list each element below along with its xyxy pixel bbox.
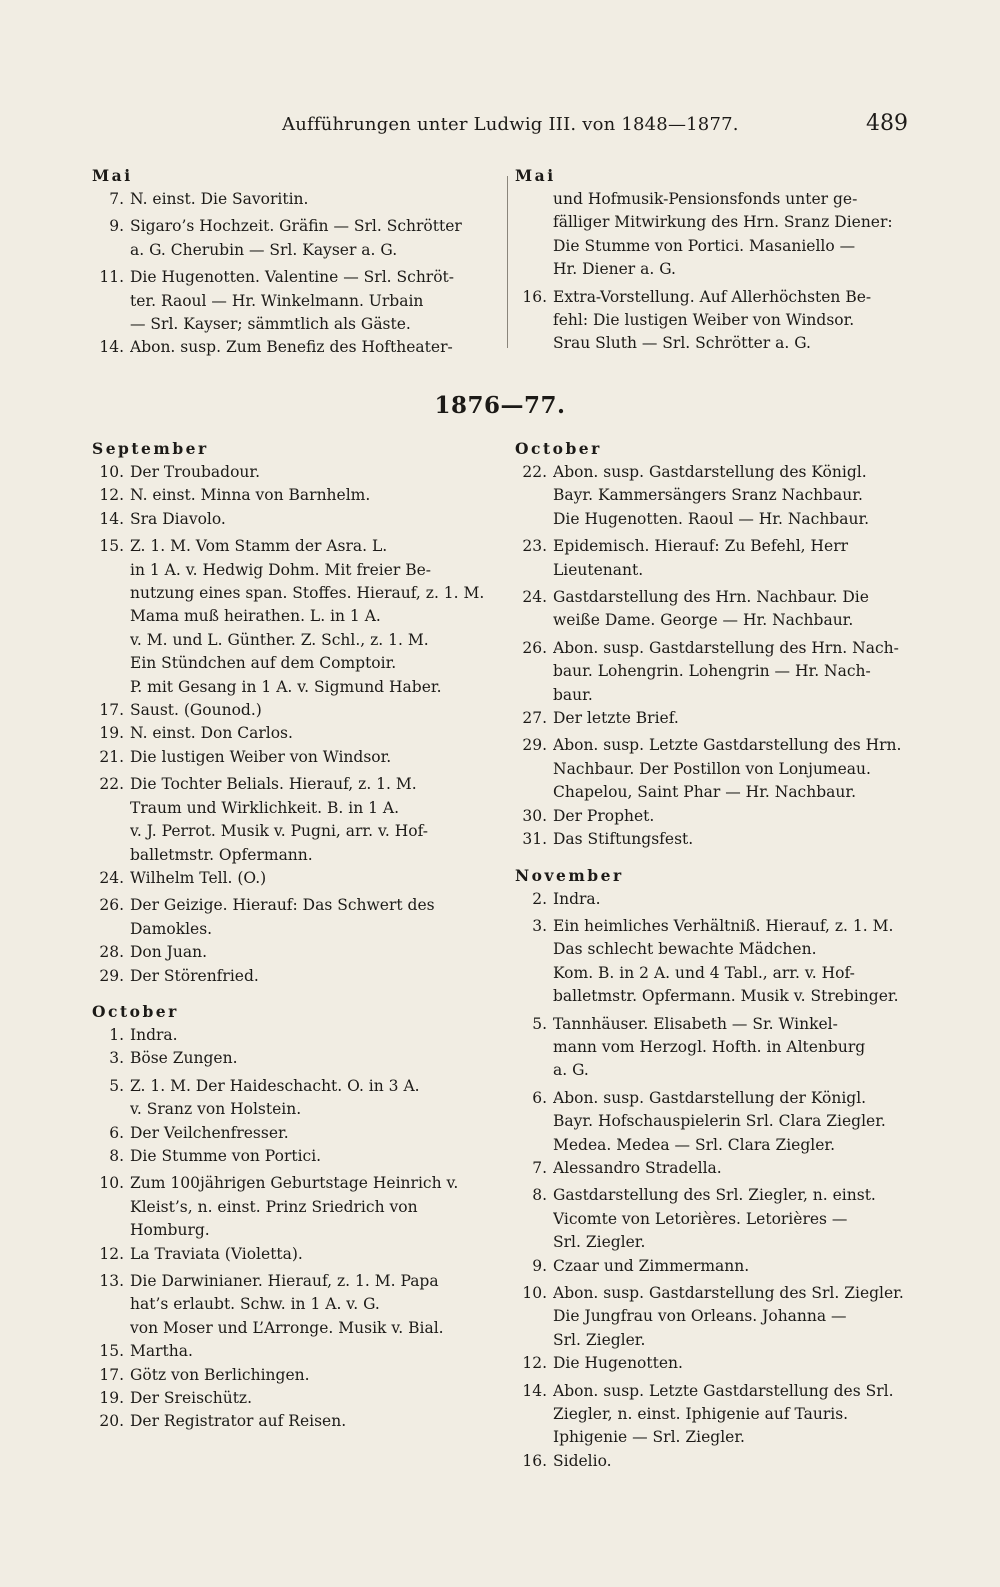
column-divider — [507, 176, 508, 348]
entry-line: Hr. Diener a. G. — [553, 260, 676, 279]
entry-text — [553, 1157, 905, 1180]
entry-line: Der Prophet. — [553, 806, 655, 825]
entry-line: Nachbaur. Der Postillon von Lonjumeau. — [553, 759, 871, 778]
entry-text — [130, 1047, 492, 1070]
entry-line: Der Registrator auf Reisen. — [130, 1412, 347, 1431]
performance-entry — [92, 1122, 492, 1145]
entry-text — [130, 965, 492, 988]
entry-line: und Hofmusik-Pensionsfonds unter ge- — [553, 190, 858, 208]
entry-date: 28. — [99, 943, 124, 962]
performance-entry — [92, 266, 492, 336]
month-heading: October — [515, 439, 602, 458]
entry-text — [130, 1270, 492, 1340]
performance-entry — [92, 215, 492, 262]
entry-text — [553, 707, 905, 730]
performance-entry — [515, 286, 905, 356]
entry-date: 16. — [522, 287, 547, 306]
performance-entry — [515, 1157, 905, 1180]
entry-line: P. mit Gesang in 1 A. v. Sigmund Haber. — [130, 677, 442, 696]
entry-text — [130, 215, 492, 262]
entry-date: 14. — [99, 338, 124, 357]
bottom-right-column — [515, 437, 905, 1473]
entry-text — [553, 286, 905, 356]
entry-text — [553, 1380, 905, 1450]
entry-line: Srl. Ziegler. — [553, 1330, 646, 1349]
entry-line: Vicomte von Letorières. Letorières — — [553, 1209, 848, 1228]
entry-line: Indra. — [553, 889, 601, 908]
entry-date: 16. — [522, 1451, 547, 1470]
entry-line: balletmstr. Opfermann. Musik v. Strebinger. — [553, 987, 899, 1006]
entry-date: 31. — [522, 830, 547, 849]
entry-date: 14. — [522, 1381, 547, 1400]
entry-line: Abon. susp. Gastdarstellung des Hrn. Nach- — [553, 638, 899, 657]
entry-line: Abon. susp. Letzte Gastdarstellung des Srl. — [553, 1381, 894, 1400]
entry-line: Der Sreischütz. — [130, 1389, 253, 1408]
entry-date: 23. — [522, 537, 547, 556]
entry-line: Kom. B. in 2 A. und 4 Tabl., arr. v. Hof- — [553, 963, 855, 982]
entry-line: Kleist’s, n. einst. Prinz Sriedrich von — [130, 1197, 418, 1216]
entry-line: ter. Raoul — Hr. Winkelmann. Urbain — [130, 291, 424, 310]
entry-line: Der Troubadour. — [130, 463, 261, 481]
entry-text — [553, 888, 905, 911]
entry-line: baur. Lohengrin. Lohengrin — Hr. Nach- — [553, 662, 871, 681]
performance-entry — [515, 1450, 905, 1473]
entry-line: Die Stumme von Portici. Masaniello — — [553, 236, 856, 255]
performance-entry — [92, 699, 492, 722]
entry-date: 3. — [109, 1049, 124, 1068]
entry-line: Chapelou, Saint Phar — Hr. Nachbaur. — [553, 783, 856, 802]
entry-text — [130, 1364, 492, 1387]
performance-entry — [515, 535, 905, 582]
entry-line: mann vom Herzogl. Hofth. in Altenburg — [553, 1037, 866, 1056]
entry-date: 19. — [99, 724, 124, 743]
entry-line: Böse Zungen. — [130, 1049, 238, 1068]
entry-line: Ziegler, n. einst. Iphigenie auf Tauris. — [553, 1405, 849, 1424]
entry-line: Die Tochter Belials. Hierauf, z. 1. M. — [130, 775, 417, 794]
running-head — [0, 111, 1000, 144]
entry-date: 26. — [522, 638, 547, 657]
performance-entry — [515, 1013, 905, 1083]
entry-text — [130, 1075, 492, 1122]
entry-text — [553, 1184, 905, 1254]
entry-text — [130, 336, 492, 359]
entry-line: v. J. Perrot. Musik v. Pugni, arr. v. Hof- — [130, 822, 429, 841]
entry-text — [553, 805, 905, 828]
entry-date: 6. — [532, 1088, 547, 1107]
entry-date: 29. — [522, 736, 547, 755]
performance-entry — [92, 722, 492, 745]
entry-date: 12. — [99, 486, 124, 505]
performance-entry — [515, 805, 905, 828]
performance-entry — [515, 707, 905, 730]
entry-line: von Moser und L’Arronge. Musik v. Bial. — [130, 1318, 444, 1337]
entry-text — [553, 828, 905, 851]
entry-line: Z. 1. M. Der Haideschacht. O. in 3 A. — [130, 1076, 420, 1095]
entry-text — [553, 637, 905, 707]
entry-line: N. einst. Don Carlos. — [130, 724, 293, 743]
performance-entry — [515, 1255, 905, 1278]
entry-date: 20. — [99, 1412, 124, 1431]
performance-entry — [515, 888, 905, 911]
performance-entry — [92, 1387, 492, 1410]
performance-entry — [515, 461, 905, 531]
top-left-column — [92, 164, 492, 360]
entry-line: Indra. — [130, 1025, 178, 1044]
entry-line: Ein Stündchen auf dem Comptoir. — [130, 654, 397, 673]
entry-line: fälliger Mitwirkung des Hrn. Sranz Diener: — [553, 213, 893, 232]
entry-text — [130, 941, 492, 964]
entry-line: N. einst. Minna von Barnhelm. — [130, 486, 371, 505]
entry-date: 26. — [99, 896, 124, 915]
entry-line: Extra-Vorstellung. Auf Allerhöchsten Be- — [553, 287, 872, 306]
entry-date: 29. — [99, 966, 124, 985]
entry-text — [553, 1013, 905, 1083]
performance-entry — [92, 188, 492, 211]
performance-entry — [515, 637, 905, 707]
entry-date: 15. — [99, 537, 124, 556]
entry-line: Epidemisch. Hierauf: Zu Befehl, Herr — [553, 537, 849, 556]
month-heading: September — [92, 439, 209, 458]
top-right-column — [515, 164, 905, 356]
entry-line: Abon. susp. Zum Benefiz des Hoftheater- — [130, 338, 453, 357]
entry-line: Gastdarstellung des Srl. Ziegler, n. einst. — [553, 1186, 876, 1205]
entry-date: 2. — [532, 889, 547, 908]
performance-entry — [92, 1270, 492, 1340]
performance-entry — [92, 1075, 492, 1122]
performance-entry — [515, 1087, 905, 1157]
month-heading: Mai — [515, 166, 556, 185]
entry-line: Gastdarstellung des Hrn. Nachbaur. Die — [553, 588, 869, 607]
performance-entry — [515, 1282, 905, 1352]
performance-entry — [92, 746, 492, 769]
entry-date: 5. — [109, 1076, 124, 1095]
performance-entry — [92, 535, 492, 699]
performance-entry — [92, 773, 492, 867]
entry-line: Traum und Wirklichkeit. B. in 1 A. — [130, 798, 400, 817]
entry-text — [553, 1255, 905, 1278]
page-number: 489 — [866, 111, 908, 136]
entry-line: balletmstr. Opfermann. — [130, 845, 313, 864]
entry-date: 6. — [109, 1123, 124, 1142]
entry-text — [553, 1087, 905, 1157]
entry-text — [130, 484, 492, 507]
entry-date: 11. — [99, 268, 124, 287]
performance-entry — [92, 461, 492, 484]
performance-entry — [92, 1047, 492, 1070]
entry-text — [130, 508, 492, 531]
entry-line: v. Sranz von Holstein. — [130, 1100, 302, 1119]
entry-line: Srl. Ziegler. — [553, 1233, 646, 1252]
entry-text — [553, 1282, 905, 1352]
month-heading: November — [515, 865, 624, 885]
performance-entry — [92, 336, 492, 359]
performance-entry — [92, 1364, 492, 1387]
entry-line: Die Jungfrau von Orleans. Johanna — — [553, 1307, 847, 1326]
performance-entry — [92, 867, 492, 890]
season-heading: 1876—77. — [434, 392, 566, 419]
entry-line: Abon. susp. Gastdarstellung der Königl. — [553, 1088, 867, 1107]
entry-line: Die Stumme von Portici. — [130, 1146, 322, 1165]
entry-date: 10. — [522, 1284, 547, 1302]
performance-entry — [92, 965, 492, 988]
entry-line: La Traviata (Violetta). — [130, 1244, 303, 1263]
entry-line: Die lustigen Weiber von Windsor. — [130, 747, 392, 766]
entry-line: Götz von Berlichingen. — [130, 1365, 310, 1384]
entry-line: Damokles. — [130, 919, 213, 938]
entry-date: 7. — [532, 1158, 547, 1177]
entry-date: 12. — [522, 1354, 547, 1373]
entry-line: Don Juan. — [130, 943, 208, 962]
entry-line: nutzung eines span. Stoffes. Hierauf, z. 1. M. — [130, 584, 485, 603]
entry-date: 24. — [99, 868, 124, 887]
entry-text — [130, 266, 492, 336]
entry-date: 3. — [532, 916, 547, 935]
entry-line: Saust. (Gounod.) — [130, 701, 262, 720]
entry-text — [130, 722, 492, 745]
entry-line: Iphigenie — Srl. Ziegler. — [553, 1428, 745, 1447]
bottom-left-column — [92, 437, 492, 1434]
entry-text — [553, 915, 905, 1009]
entry-text — [130, 773, 492, 867]
entry-text — [130, 1387, 492, 1410]
entry-line: fehl: Die lustigen Weiber von Windsor. — [553, 311, 855, 330]
performance-entry — [92, 1410, 492, 1433]
entry-line: Czaar und Zimmermann. — [553, 1256, 750, 1275]
entry-line: Wilhelm Tell. (O.) — [130, 868, 267, 887]
entry-text — [553, 1450, 905, 1473]
month-heading: October — [92, 1001, 179, 1021]
entry-date: 24. — [522, 588, 547, 607]
entry-text — [130, 894, 492, 941]
performance-entry — [515, 1184, 905, 1254]
entry-date: 22. — [522, 463, 547, 481]
entry-line: Der Geizige. Hierauf: Das Schwert des — [130, 896, 435, 915]
entry-date: 8. — [532, 1186, 547, 1205]
entry-line: Abon. susp. Gastdarstellung des Srl. Ziegler. — [553, 1284, 904, 1302]
entry-line: Sigaro’s Hochzeit. Gräfin — Srl. Schrötter — [130, 217, 462, 236]
entry-line: a. G. Cherubin — Srl. Kayser a. G. — [130, 240, 398, 259]
entry-text — [130, 1145, 492, 1168]
performance-entry — [515, 828, 905, 851]
entry-date: 9. — [532, 1256, 547, 1275]
entry-line: Der Veilchenfresser. — [130, 1123, 289, 1142]
performance-entry — [92, 941, 492, 964]
entry-text — [553, 535, 905, 582]
entry-date: 17. — [99, 1365, 124, 1384]
entry-line: Z. 1. M. Vom Stamm der Asra. L. — [130, 537, 388, 556]
entry-date: 10. — [99, 463, 124, 481]
entry-text — [553, 586, 905, 633]
performance-entry — [515, 734, 905, 804]
entry-line: Homburg. — [130, 1221, 210, 1240]
entry-line: Srau Sluth — Srl. Schrötter a. G. — [553, 334, 811, 353]
entry-date: 15. — [99, 1342, 124, 1361]
entry-line: Abon. susp. Gastdarstellung des Königl. — [553, 463, 867, 481]
entry-text — [553, 734, 905, 804]
entry-text — [130, 867, 492, 890]
entry-line: Sidelio. — [553, 1451, 612, 1470]
entry-line: Der Störenfried. — [130, 966, 259, 985]
entry-date: 14. — [99, 509, 124, 528]
performance-entry — [92, 894, 492, 941]
entry-text — [130, 188, 492, 211]
entry-date: 10. — [99, 1174, 124, 1193]
entry-text — [130, 461, 492, 484]
entry-text — [130, 1410, 492, 1433]
entry-line: Bayr. Kammersängers Sranz Nachbaur. — [553, 486, 863, 505]
performance-entry — [515, 1352, 905, 1375]
month-heading: Mai — [92, 166, 133, 185]
entry-text — [130, 1340, 492, 1363]
entry-date: 19. — [99, 1389, 124, 1408]
entry-line: in 1 A. v. Hedwig Dohm. Mit freier Be- — [130, 560, 432, 579]
entry-date: 13. — [99, 1272, 124, 1290]
entry-line: v. M. und L. Günther. Z. Schl., z. 1. M. — [130, 630, 429, 649]
entry-date: 27. — [522, 709, 547, 728]
entry-line: Ein heimliches Verhältniß. Hierauf, z. 1. M. — [553, 916, 894, 935]
performance-entry — [515, 188, 905, 282]
performance-entry — [92, 1172, 492, 1242]
performance-entry — [515, 1380, 905, 1450]
performance-entry — [515, 915, 905, 1009]
entry-date: 17. — [99, 701, 124, 720]
running-title: Aufführungen unter Ludwig III. von 1848—1877. — [282, 114, 739, 135]
entry-text — [130, 1172, 492, 1242]
entry-date: 8. — [109, 1146, 124, 1165]
entry-line: Medea. Medea — Srl. Clara Ziegler. — [553, 1135, 836, 1154]
entry-text — [130, 1122, 492, 1145]
entry-text — [130, 535, 492, 699]
entry-line: hat’s erlaubt. Schw. in 1 A. v. G. — [130, 1295, 380, 1314]
entry-date: 7. — [109, 190, 124, 208]
entry-text — [130, 1024, 492, 1047]
entry-line: Zum 100jährigen Geburtstage Heinrich v. — [130, 1174, 459, 1193]
entry-line: Das Stiftungsfest. — [553, 830, 694, 849]
entry-line: baur. — [553, 685, 593, 704]
entry-line: Die Darwinianer. Hierauf, z. 1. M. Papa — [130, 1272, 439, 1290]
entry-line: Lieutenant. — [553, 560, 644, 579]
entry-line: Sra Diavolo. — [130, 509, 226, 528]
entry-line: Alessandro Stradella. — [553, 1158, 722, 1177]
entry-date: 12. — [99, 1244, 124, 1263]
entry-date: 1. — [109, 1025, 124, 1044]
entry-line: Die Hugenotten. Valentine — Srl. Schröt- — [130, 268, 455, 287]
entry-text — [130, 746, 492, 769]
performance-entry — [92, 1024, 492, 1047]
performance-entry — [92, 484, 492, 507]
performance-entry — [92, 1243, 492, 1266]
entry-line: Die Hugenotten. Raoul — Hr. Nachbaur. — [553, 509, 870, 528]
performance-entry — [515, 586, 905, 633]
entry-text — [553, 188, 905, 282]
entry-line: Der letzte Brief. — [553, 709, 679, 728]
entry-line: Tannhäuser. Elisabeth — Sr. Winkel- — [553, 1014, 838, 1033]
entry-line: Die Hugenotten. — [553, 1354, 683, 1373]
entry-text — [130, 699, 492, 722]
entry-text — [553, 461, 905, 531]
entry-date: 9. — [109, 217, 124, 236]
entry-line: Martha. — [130, 1342, 193, 1361]
entry-line: a. G. — [553, 1061, 589, 1080]
entry-line: N. einst. Die Savoritin. — [130, 190, 309, 208]
entry-line: Bayr. Hofschauspielerin Srl. Clara Ziegler. — [553, 1112, 886, 1131]
performance-entry — [92, 1145, 492, 1168]
entry-date: 5. — [532, 1014, 547, 1033]
entry-date: 21. — [99, 747, 124, 766]
entry-date: 30. — [522, 806, 547, 825]
entry-text — [553, 1352, 905, 1375]
entry-line: Abon. susp. Letzte Gastdarstellung des Hrn. — [553, 736, 902, 755]
entry-line: weiße Dame. George — Hr. Nachbaur. — [553, 611, 854, 630]
entry-line: — Srl. Kayser; sämmtlich als Gäste. — [130, 315, 411, 334]
performance-entry — [92, 508, 492, 531]
entry-date: 22. — [99, 775, 124, 794]
entry-text — [130, 1243, 492, 1266]
performance-entry — [92, 1340, 492, 1363]
entry-line: Das schlecht bewachte Mädchen. — [553, 940, 817, 959]
entry-line: Mama muß heirathen. L. in 1 A. — [130, 607, 381, 626]
